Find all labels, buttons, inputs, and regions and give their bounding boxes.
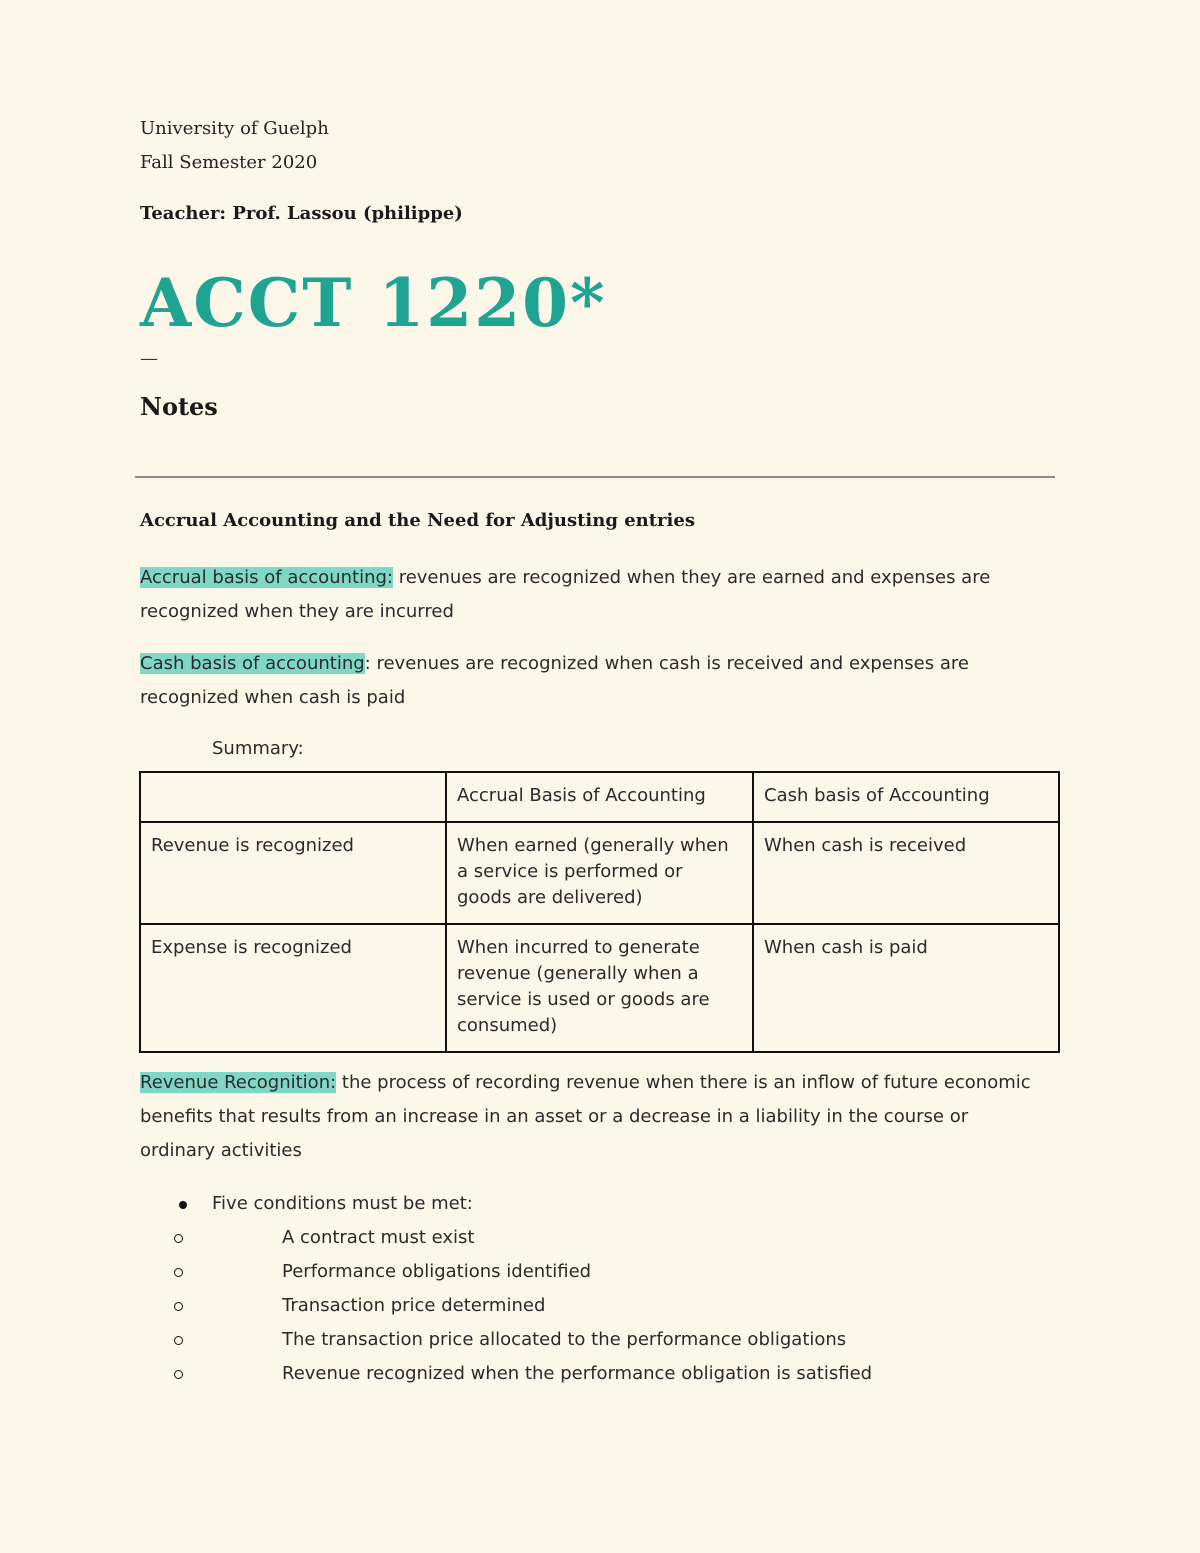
condition-text: Revenue recognized when the performance obligation is satisfied	[282, 1363, 873, 1384]
conditions-sublist	[212, 1221, 872, 1391]
table-cell: When incurred to generate revenue (generally when a service is used or goods are consumed)	[446, 924, 753, 1052]
condition-text: A contract must exist	[282, 1227, 475, 1248]
list-item	[140, 1187, 872, 1391]
teacher-line: Teacher: Prof. Lassou (philippe)	[140, 203, 463, 224]
university-name: University of Guelph	[140, 118, 329, 139]
list-item	[212, 1255, 872, 1289]
course-title: ACCT 1220*	[140, 264, 607, 342]
list-item	[212, 1357, 872, 1391]
accrual-term: Accrual basis of accounting:	[140, 567, 393, 588]
cash-term: Cash basis of accounting	[140, 653, 365, 674]
table-header-cell: Accrual Basis of Accounting	[446, 772, 753, 822]
section-label: Notes	[140, 392, 218, 421]
table-cell: When cash is paid	[753, 924, 1059, 1052]
table-cell: When earned (generally when a service is performed or goods are delivered)	[446, 822, 753, 924]
accrual-text: revenues are recognized when they are earned and expenses are recognized when they are incurred	[140, 567, 991, 622]
list-item	[212, 1323, 872, 1357]
condition-text: Transaction price determined	[282, 1295, 546, 1316]
hollow-bullet-icon	[174, 1234, 183, 1243]
semester-label: Fall Semester 2020	[140, 152, 318, 173]
table-cell: Revenue is recognized	[140, 822, 446, 924]
table-header-cell	[140, 772, 446, 822]
cash-text: : revenues are recognized when cash is received and expenses are recognized when cash is paid	[140, 653, 969, 708]
hollow-bullet-icon	[174, 1370, 183, 1379]
condition-text: Performance obligations identified	[282, 1261, 592, 1282]
revenue-term: Revenue Recognition:	[140, 1072, 337, 1093]
cash-definition	[140, 647, 1040, 715]
condition-text: The transaction price allocated to the performance obligations	[282, 1329, 847, 1350]
list-item	[212, 1221, 872, 1255]
revenue-text: the process of recording revenue when there is an inflow of future economic benefits that results from an increase in an asset or a decrease in a liability in the course or ordinary activities	[140, 1072, 1031, 1161]
summary-table	[139, 771, 1060, 1053]
table-row	[140, 924, 1059, 1052]
document-header	[140, 112, 1058, 427]
table-header-cell: Cash basis of Accounting	[753, 772, 1059, 822]
table-cell: Expense is recognized	[140, 924, 446, 1052]
revenue-recognition-definition	[140, 1066, 1040, 1168]
conditions-list	[140, 1187, 872, 1391]
accrual-definition	[140, 561, 1040, 629]
list-item	[212, 1289, 872, 1323]
title-dash: —	[140, 348, 158, 369]
summary-label: Summary:	[212, 738, 304, 759]
hollow-bullet-icon	[174, 1302, 183, 1311]
section-divider	[135, 476, 1055, 478]
hollow-bullet-icon	[174, 1268, 183, 1277]
table-row	[140, 822, 1059, 924]
table-header-row	[140, 772, 1059, 822]
hollow-bullet-icon	[174, 1336, 183, 1345]
topic-heading: Accrual Accounting and the Need for Adjusting entries	[140, 510, 695, 531]
table-cell: When cash is received	[753, 822, 1059, 924]
conditions-intro: Five conditions must be met:	[212, 1193, 473, 1214]
